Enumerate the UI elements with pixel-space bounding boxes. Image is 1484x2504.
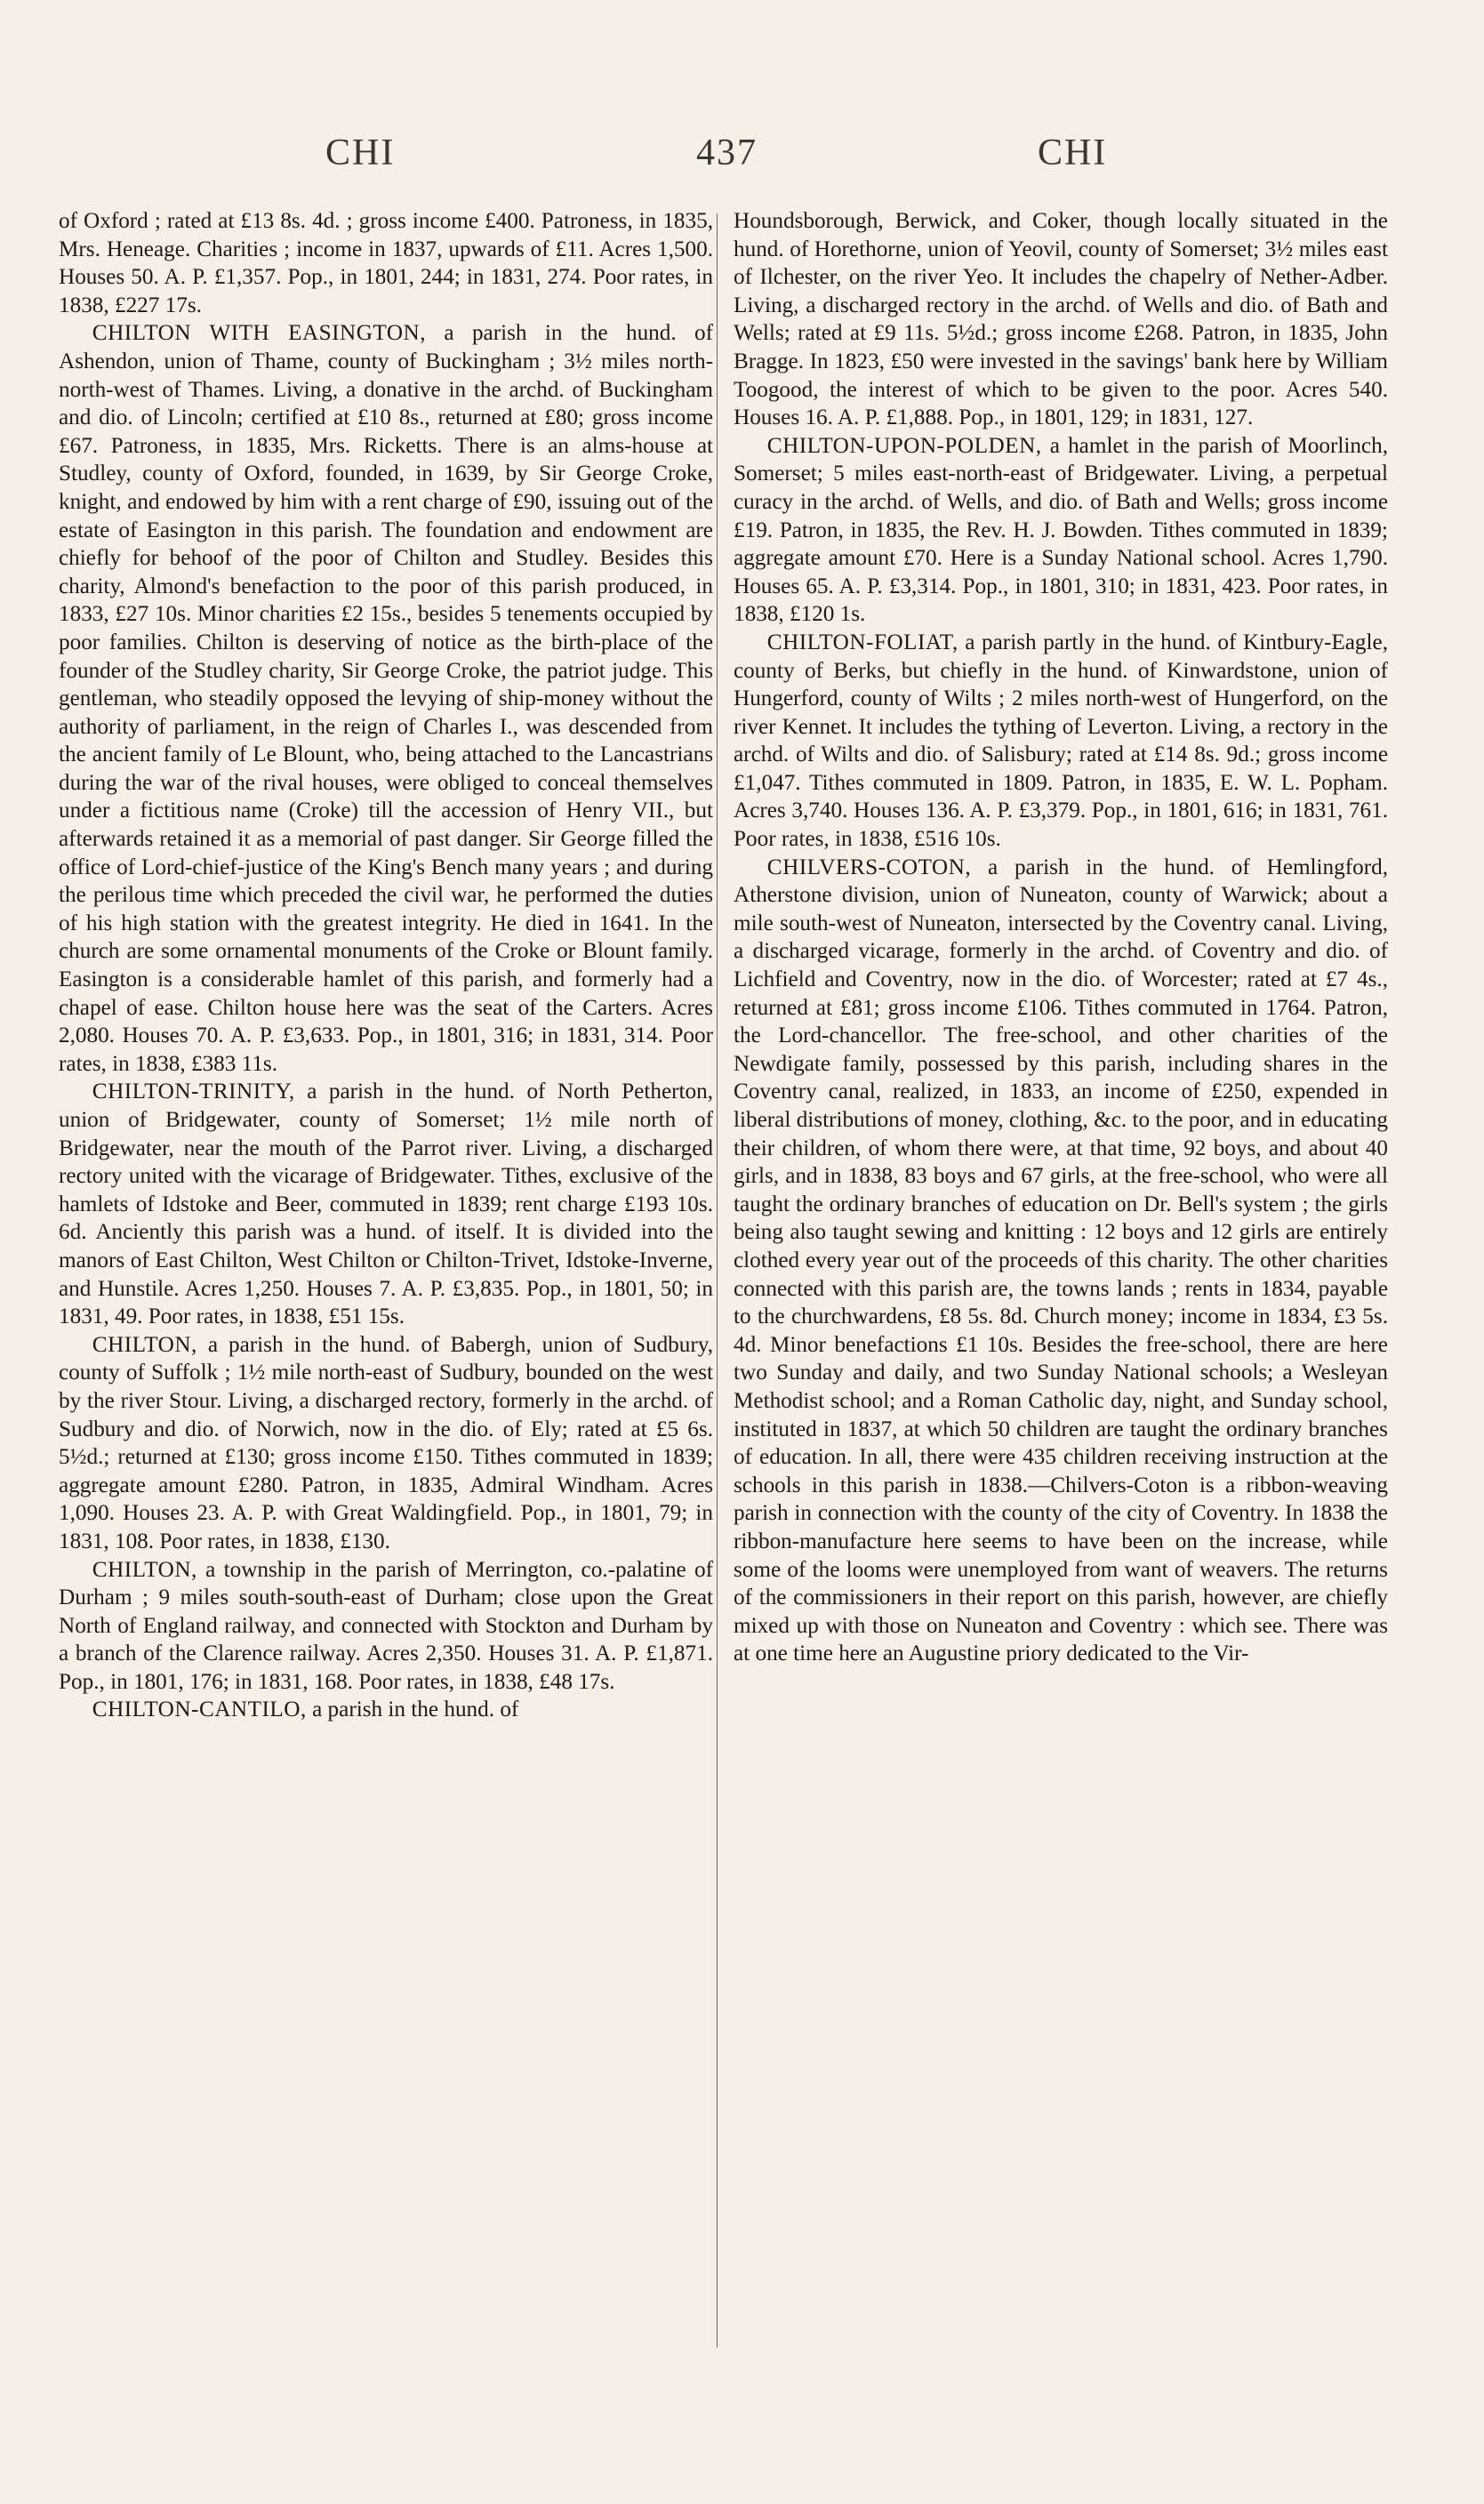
gazetteer-entry xyxy=(59,319,713,1078)
entry-headword: CHILTON-FOLIAT, xyxy=(766,630,959,654)
entry-headword: CHILVERS-COTON, xyxy=(766,855,972,879)
entry-headword: CHILTON-UPON-POLDEN, xyxy=(766,433,1042,458)
gazetteer-entry xyxy=(59,207,713,319)
entry-text: a hamlet in the parish of Moorlinch, Somerset; 5 miles east-north-east of Bridgewater. Living, a perpetual curacy in the archd. of Wells, and dio. of Bath and Wells; gross income £19. Patron, in 1835, the Rev. H. J. Bowden. Tithes commuted in 1839; aggregate amount £70. Here is a Sunday National school. Acres 1,790. Houses 65. A. P. £3,314. Pop., in 1801, 310; in 1831, 423. Poor rates, in 1838, £120 1s. xyxy=(734,433,1388,627)
entry-text: a parish in the hund. of xyxy=(306,1697,519,1722)
running-header xyxy=(0,132,1484,185)
entry-headword: CHILTON WITH EASINGTON, xyxy=(92,321,427,346)
right-column xyxy=(734,207,1388,1668)
gazetteer-entry xyxy=(59,1331,713,1556)
gazetteer-entry xyxy=(734,629,1388,854)
column-divider xyxy=(717,213,718,2348)
entry-text: Houndsborough, Berwick, and Coker, though locally situated in the hund. of Horethorne, union of Yeovil, county of Somerset; 3½ miles east of Ilchester, on the river Yeo. It includes the chapelry of Nether-Adber. Living, a discharged rectory in the archd. of Wells and dio. of Bath and Wells; rated at £9 11s. 5½d.; gross income £268. Patron, in 1835, John Bragge. In 1823, £50 were invested in the savings' bank here by William Toogood, the interest of which to be given to the poor. Acres 540. Houses 16. A. P. £1,888. Pop., in 1801, 129; in 1831, 127. xyxy=(734,209,1388,430)
header-right-guide-word: CHI xyxy=(1038,132,1108,173)
entry-text: a parish in the hund. of Ashendon, union of Thame, county of Buckingham ; 3½ miles north-north-west of Thames. Living, a donative in the archd. of Buckingham and dio. of Lincoln; certified at £10 8s., returned at £80; gross income £67. Patroness, in 1835, Mrs. Ricketts. There is an alms-house at Studley, county of Oxford, founded, in 1639, by Sir George Croke, knight, and endowed by him with a rent charge of £90, issuing out of the estate of Easington in this parish. The foundation and endowment are chiefly for behoof of the poor of Chilton and Studley. Besides this charity, Almond's benefaction to the poor of this parish produced, in 1833, £27 10s. Minor charities £2 15s., besides 5 tenements occupied by poor families. Chilton is deserving of notice as the birth-place of the founder of the Studley charity, Sir George Croke, the patriot judge. This gentleman, who steadily opposed the levying of ship-money without the authority of parliament, in the reign of Charles I., was descended from the ancient family of Le Blount, who, being attached to the Lancastrians during the war of the rival houses, were obliged to conceal themselves under a fictitious name (Croke) till the accession of Henry VII., but afterwards retained it as a memorial of past danger. Sir George filled the office of Lord-chief-justice of the King's Bench many years ; and during the perilous time which preceded the civil war, he performed the duties of his high station with the greatest integrity. He died in 1641. In the church are some ornamental monuments of the Croke or Blount family. Easington is a considerable hamlet of this parish, and formerly had a chapel of ease. Chilton house here was the seat of the Carters. Acres 2,080. Houses 70. A. P. £3,633. Pop., in 1801, 316; in 1831, 314. Poor rates, in 1838, £383 11s. xyxy=(59,321,713,1076)
header-left-guide-word: CHI xyxy=(325,132,396,173)
gazetteer-entry xyxy=(59,1078,713,1330)
entry-text: a parish in the hund. of North Petherton, union of Bridgewater, county of Somerset; 1½ mile north of Bridgewater, near the mouth of the Parrot river. Living, a discharged rectory united with the vicarage of Bridgewater. Tithes, exclusive of the hamlets of Idstoke and Beer, commuted in 1839; rent charge £193 10s. 6d. Anciently this parish was a hund. of itself. It is divided into the manors of East Chilton, West Chilton or Chilton-Trivet, Idstoke-Inverne, and Hunstile. Acres 1,250. Houses 7. A. P. £3,835. Pop., in 1801, 50; in 1831, 49. Poor rates, in 1838, £51 15s. xyxy=(59,1079,713,1329)
gazetteer-entry xyxy=(734,207,1388,432)
entry-text: a parish partly in the hund. of Kintbury-Eagle, county of Berks, but chiefly in the hund. of Kinwardstone, union of Hungerford, county of Wilts ; 2 miles north-west of Hungerford, on the river Kennet. It includes the tything of Leverton. Living, a rectory in the archd. of Wilts and dio. of Salisbury; rated at £14 8s. 9d.; gross income £1,047. Tithes commuted in 1809. Patron, in 1835, E. W. L. Popham. Acres 3,740. Houses 136. A. P. £3,379. Pop., in 1801, 616; in 1831, 761. Poor rates, in 1838, £516 10s. xyxy=(734,630,1388,852)
entry-text: of Oxford ; rated at £13 8s. 4d. ; gross income £400. Patroness, in 1835, Mrs. Heneage. Charities ; income in 1837, upwards of £11. Acres 1,500. Houses 50. A. P. £1,357. Pop., in 1801, 244; in 1831, 274. Poor rates, in 1838, £227 17s. xyxy=(59,209,713,317)
gazetteer-entry xyxy=(734,432,1388,629)
entry-headword: CHILTON, xyxy=(92,1332,197,1357)
left-column xyxy=(59,207,713,1724)
entry-text: a township in the parish of Merrington, co.-palatine of Durham ; 9 miles south-south-east of Durham; close upon the Great North of England railway, and connected with Stockton and Durham by a branch of the Clarence railway. Acres 2,350. Houses 31. A. P. £1,871. Pop., in 1801, 176; in 1831, 168. Poor rates, in 1838, £48 17s. xyxy=(59,1557,713,1694)
entry-headword: CHILTON-CANTILO, xyxy=(92,1697,307,1722)
page-number: 437 xyxy=(696,132,758,173)
entry-headword: CHILTON-TRINITY, xyxy=(92,1079,295,1104)
gazetteer-entry xyxy=(734,854,1388,1668)
entry-text: a parish in the hund. of Babergh, union of Sudbury, county of Suffolk ; 1½ mile north-east of Sudbury, bounded on the west by the river Stour. Living, a discharged rectory, formerly in the archd. of Sudbury and dio. of Norwich, now in the dio. of Ely; rated at £5 6s. 5½d.; returned at £130; gross income £150. Tithes commuted in 1839; aggregate amount £280. Patron, in 1835, Admiral Windham. Acres 1,090. Houses 23. A. P. with Great Waldingfield. Pop., in 1801, 79; in 1831, 108. Poor rates, in 1838, £130. xyxy=(59,1332,713,1553)
gazetteer-entry xyxy=(59,1696,713,1724)
entry-headword: CHILTON, xyxy=(92,1557,197,1582)
entry-text: a parish in the hund. of Hemlingford, Atherstone division, union of Nuneaton, county of Warwick; about a mile south-west of Nuneaton, intersected by the Coventry canal. Living, a discharged vicarage, formerly in the archd. of Coventry and dio. of Lichfield and Coventry, now in the dio. of Worcester; rated at £7 4s., returned at £81; gross income £106. Tithes commuted in 1764. Patron, the Lord-chancellor. The free-school, and other charities of the Newdigate family, possessed by this parish, including shares in the Coventry canal, realized, in 1833, an income of £250, expended in liberal distributions of money, clothing, &c. to the poor, and in educating their children, of whom there were, at that time, 92 boys, and about 40 girls, and in 1838, 83 boys and 67 girls, at the free-school, who were all taught the ordinary branches of education on Dr. Bell's system ; the girls being also taught sewing and knitting : 12 boys and 12 girls are entirely clothed every year out of the proceeds of this charity. The other charities connected with this parish are, the towns lands ; rents in 1834, payable to the churchwardens, £8 5s. 8d. Church money; income in 1834, £3 5s. 4d. Minor benefactions £1 10s. Besides the free-school, there are here two Sunday and daily, and two Sunday National schools; a Wesleyan Methodist school; and a Roman Catholic day, night, and Sunday school, instituted in 1837, at which 50 children are taught the ordinary branches of education. In all, there were 435 children receiving instruction at the schools in this parish in 1838.—Chilvers-Coton is a ribbon-weaving parish in connection with the county of the city of Coventry. In 1838 the ribbon-manufacture here seems to have been on the increase, while some of the looms were unemployed from want of weavers. The returns of the commissioners in their report on this parish, however, are chiefly mixed up with those on Nuneaton and Coventry : which see. There was at one time here an Augustine priory dedicated to the Vir- xyxy=(734,855,1388,1666)
gazetteer-entry xyxy=(59,1556,713,1697)
